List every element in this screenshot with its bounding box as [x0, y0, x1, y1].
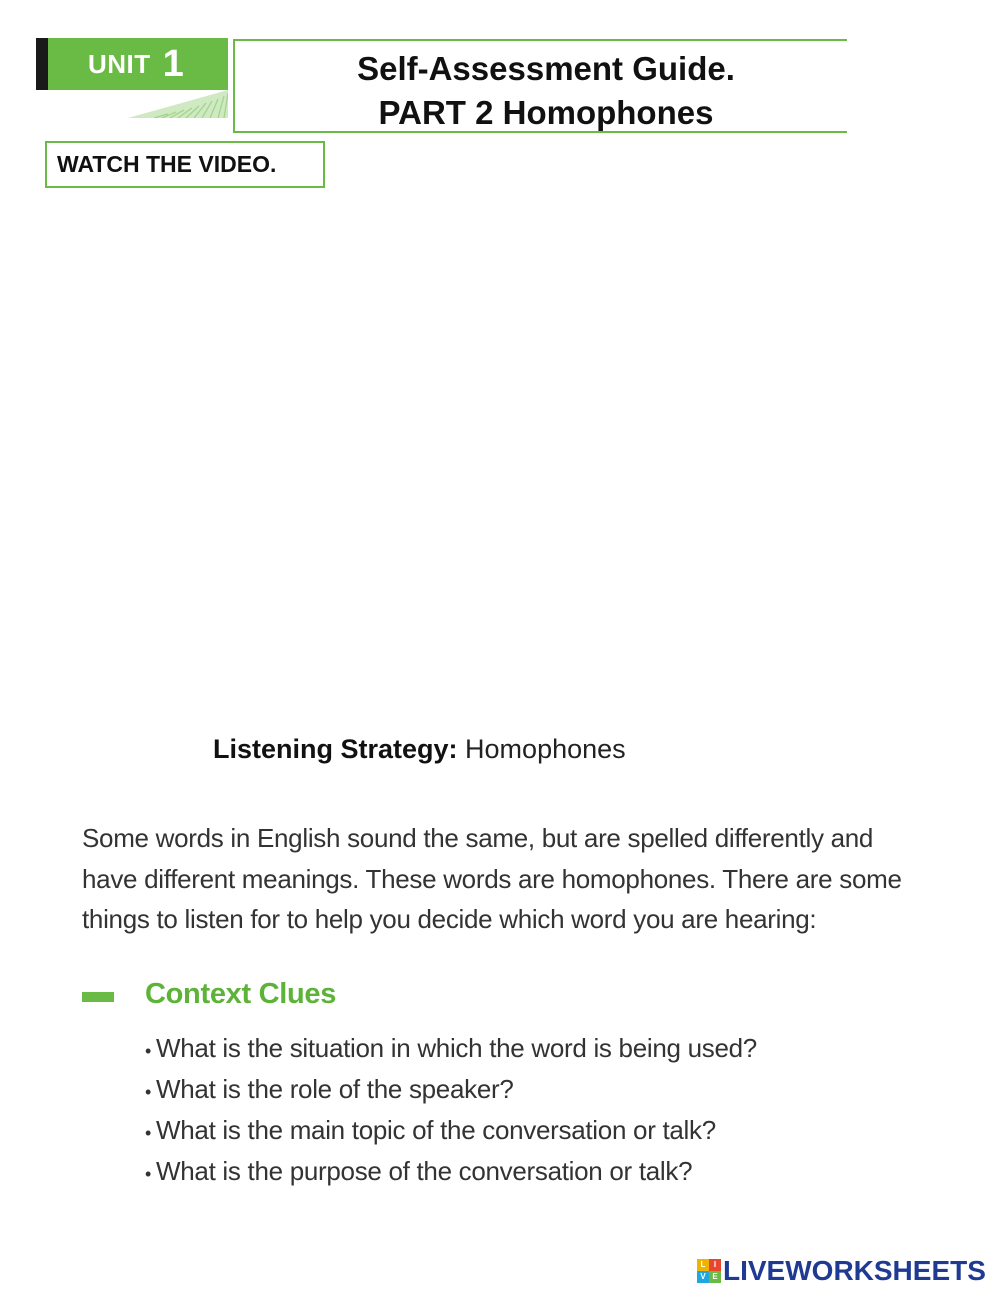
- context-clues-list: [145, 1030, 757, 1194]
- unit-badge-black-bar: [36, 38, 48, 90]
- logo-letter: L: [697, 1259, 709, 1271]
- strategy-topic: Homophones: [465, 734, 626, 764]
- unit-badge-stripes: [128, 90, 228, 118]
- watch-video-label-box: [45, 141, 325, 188]
- unit-badge: [36, 38, 228, 120]
- list-item: • What is the purpose of the conversation or talk?: [145, 1153, 757, 1194]
- unit-badge-green: [48, 38, 228, 90]
- logo-letter: V: [697, 1271, 709, 1283]
- intro-paragraph: Some words in English sound the same, but are spelled differently and have different meanings. These words are homophones. There are some things to listen for to help you decide which word you are hearing:: [82, 823, 902, 934]
- logo-letter: I: [709, 1259, 721, 1271]
- list-item: • What is the role of the speaker?: [145, 1071, 757, 1112]
- unit-label: UNIT: [88, 48, 151, 79]
- watch-video-label: WATCH THE VIDEO.: [57, 151, 277, 177]
- page-title: Self-Assessment Guide.: [357, 50, 735, 87]
- liveworksheets-logo-text: LIVEWORKSHEETS: [723, 1255, 986, 1286]
- listening-strategy-heading: [213, 734, 626, 765]
- context-clues-heading: Context Clues: [145, 978, 337, 1010]
- liveworksheets-icon: [697, 1259, 721, 1283]
- liveworksheets-logo[interactable]: [697, 1256, 986, 1286]
- title-box: [233, 39, 847, 133]
- strategy-label: Listening Strategy:: [213, 734, 458, 764]
- page-subtitle: PART 2 Homophones: [378, 94, 714, 131]
- logo-letter: E: [709, 1271, 721, 1283]
- list-item: • What is the main topic of the conversation or talk?: [145, 1112, 757, 1153]
- section-bar-icon: [82, 992, 114, 1002]
- list-item: • What is the situation in which the word is being used?: [145, 1030, 757, 1071]
- unit-number: 1: [162, 43, 184, 85]
